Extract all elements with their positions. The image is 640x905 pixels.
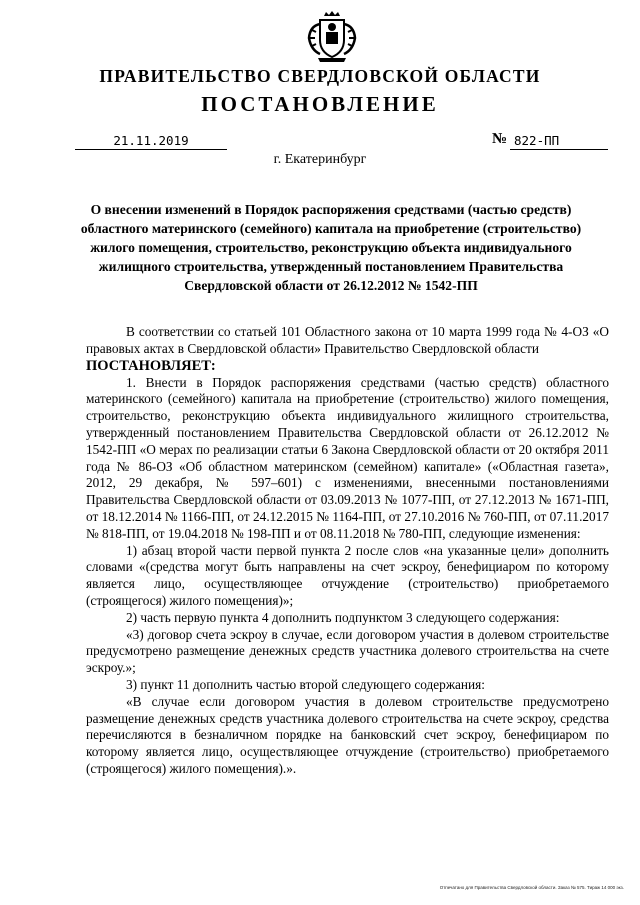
body-paragraph: 2) часть первую пункта 4 дополнить подпунктом 3 следующего содержания: [126, 609, 560, 625]
body-paragraph: 1) абзац второй части первой пункта 2 после слов «на указанные цели» дополнить словами «(средства могут быть направлены на счет эскроу, бенефициаром по которому является лицо, осуществляющее отчуждение (строительство) приобретаемого (строящегося) жилого помещения)»; [86, 542, 609, 608]
body-paragraph: «3) договор счета эскроу в случае, если договором участия в долевом строительстве предусмотрено размещение денежных средств участника долевого строительства на счете эскроу.»; [86, 626, 609, 676]
body-paragraph: «В случае если договором участия в долевом строительстве предусмотрено размещение денежных средств участника долевого строительства на счете эскроу, средства перечисляются в безналичном порядке на банковский счет эскроу, бенефициаром по которому является лицо, осуществляющее отчуждение (строительство) приобретаемого (строящегося) жилого помещения).». [86, 693, 609, 776]
number-sign: № [492, 131, 508, 147]
resolve-heading: ПОСТАНОВЛЯЕТ: [86, 357, 216, 374]
document-body [86, 324, 609, 778]
body-paragraph: 1. Внести в Порядок распоряжения средствами (частью средств) областного материнского (семейного) капитала на приобретение (строительство) жилого помещения, строительство, реконструкцию объекта индивидуального жилищного строительства, утвержденный постановлением Правительства Свердловской области от 26.12.2012 № 1542-ПП «О мерах по реализации статьи 6 Закона Свердловской области от 20 октября 2011 года № 86-ОЗ «Об областном материнском (семейном) капитале» («Областная газета», 2012, 29 декабря, № 597–601) с изменениями, внесенными постановлениями Правительства Свердловской области от 03.09.2013 № 1077-ПП, от 27.12.2013 № 1671-ПП, от 18.12.2014 № 1166-ПП, от 24.12.2015 № 1164-ПП, от 27.10.2016 № 760-ПП, от 07.11.2017 № 818-ПП, от 19.04.2018 № 198-ПП и от 08.11.2018 № 780-ПП, следующие изменения: [86, 374, 609, 541]
body-paragraph: 3) пункт 11 дополнить частью второй следующего содержания: [126, 676, 485, 692]
document-title: О внесении изменений в Порядок распоряжения средствами (частью средств) областного материнского (семейного) капитала на приобретение (строительство) жилого помещения, строительство, реконструкцию объекта индивидуального жилищного строительства, утвержденный постановлением Правительства Свердловской области от 26.12.2012 № 1542-ПП [80, 202, 582, 293]
preamble-paragraph: В соответствии со статьей 101 Областного закона от 10 марта 1999 года № 4-ОЗ «О правовых актах в Свердловской области» Правительство Свердловской области [86, 324, 609, 356]
government-name: ПРАВИТЕЛЬСТВО СВЕРДЛОВСКОЙ ОБЛАСТИ [99, 66, 541, 86]
document-type: ПОСТАНОВЛЕНИЕ [201, 92, 439, 116]
document-date: 21.11.2019 [75, 133, 227, 150]
sverdlovsk-coat-of-arms-icon [306, 10, 358, 64]
document-number: 822-ПП [510, 133, 608, 150]
print-footer: Отпечатано для Правительства Свердловской области. Заказ № 575. Тираж 14 000 экз. [439, 885, 624, 890]
city: г. Екатеринбург [273, 152, 367, 167]
